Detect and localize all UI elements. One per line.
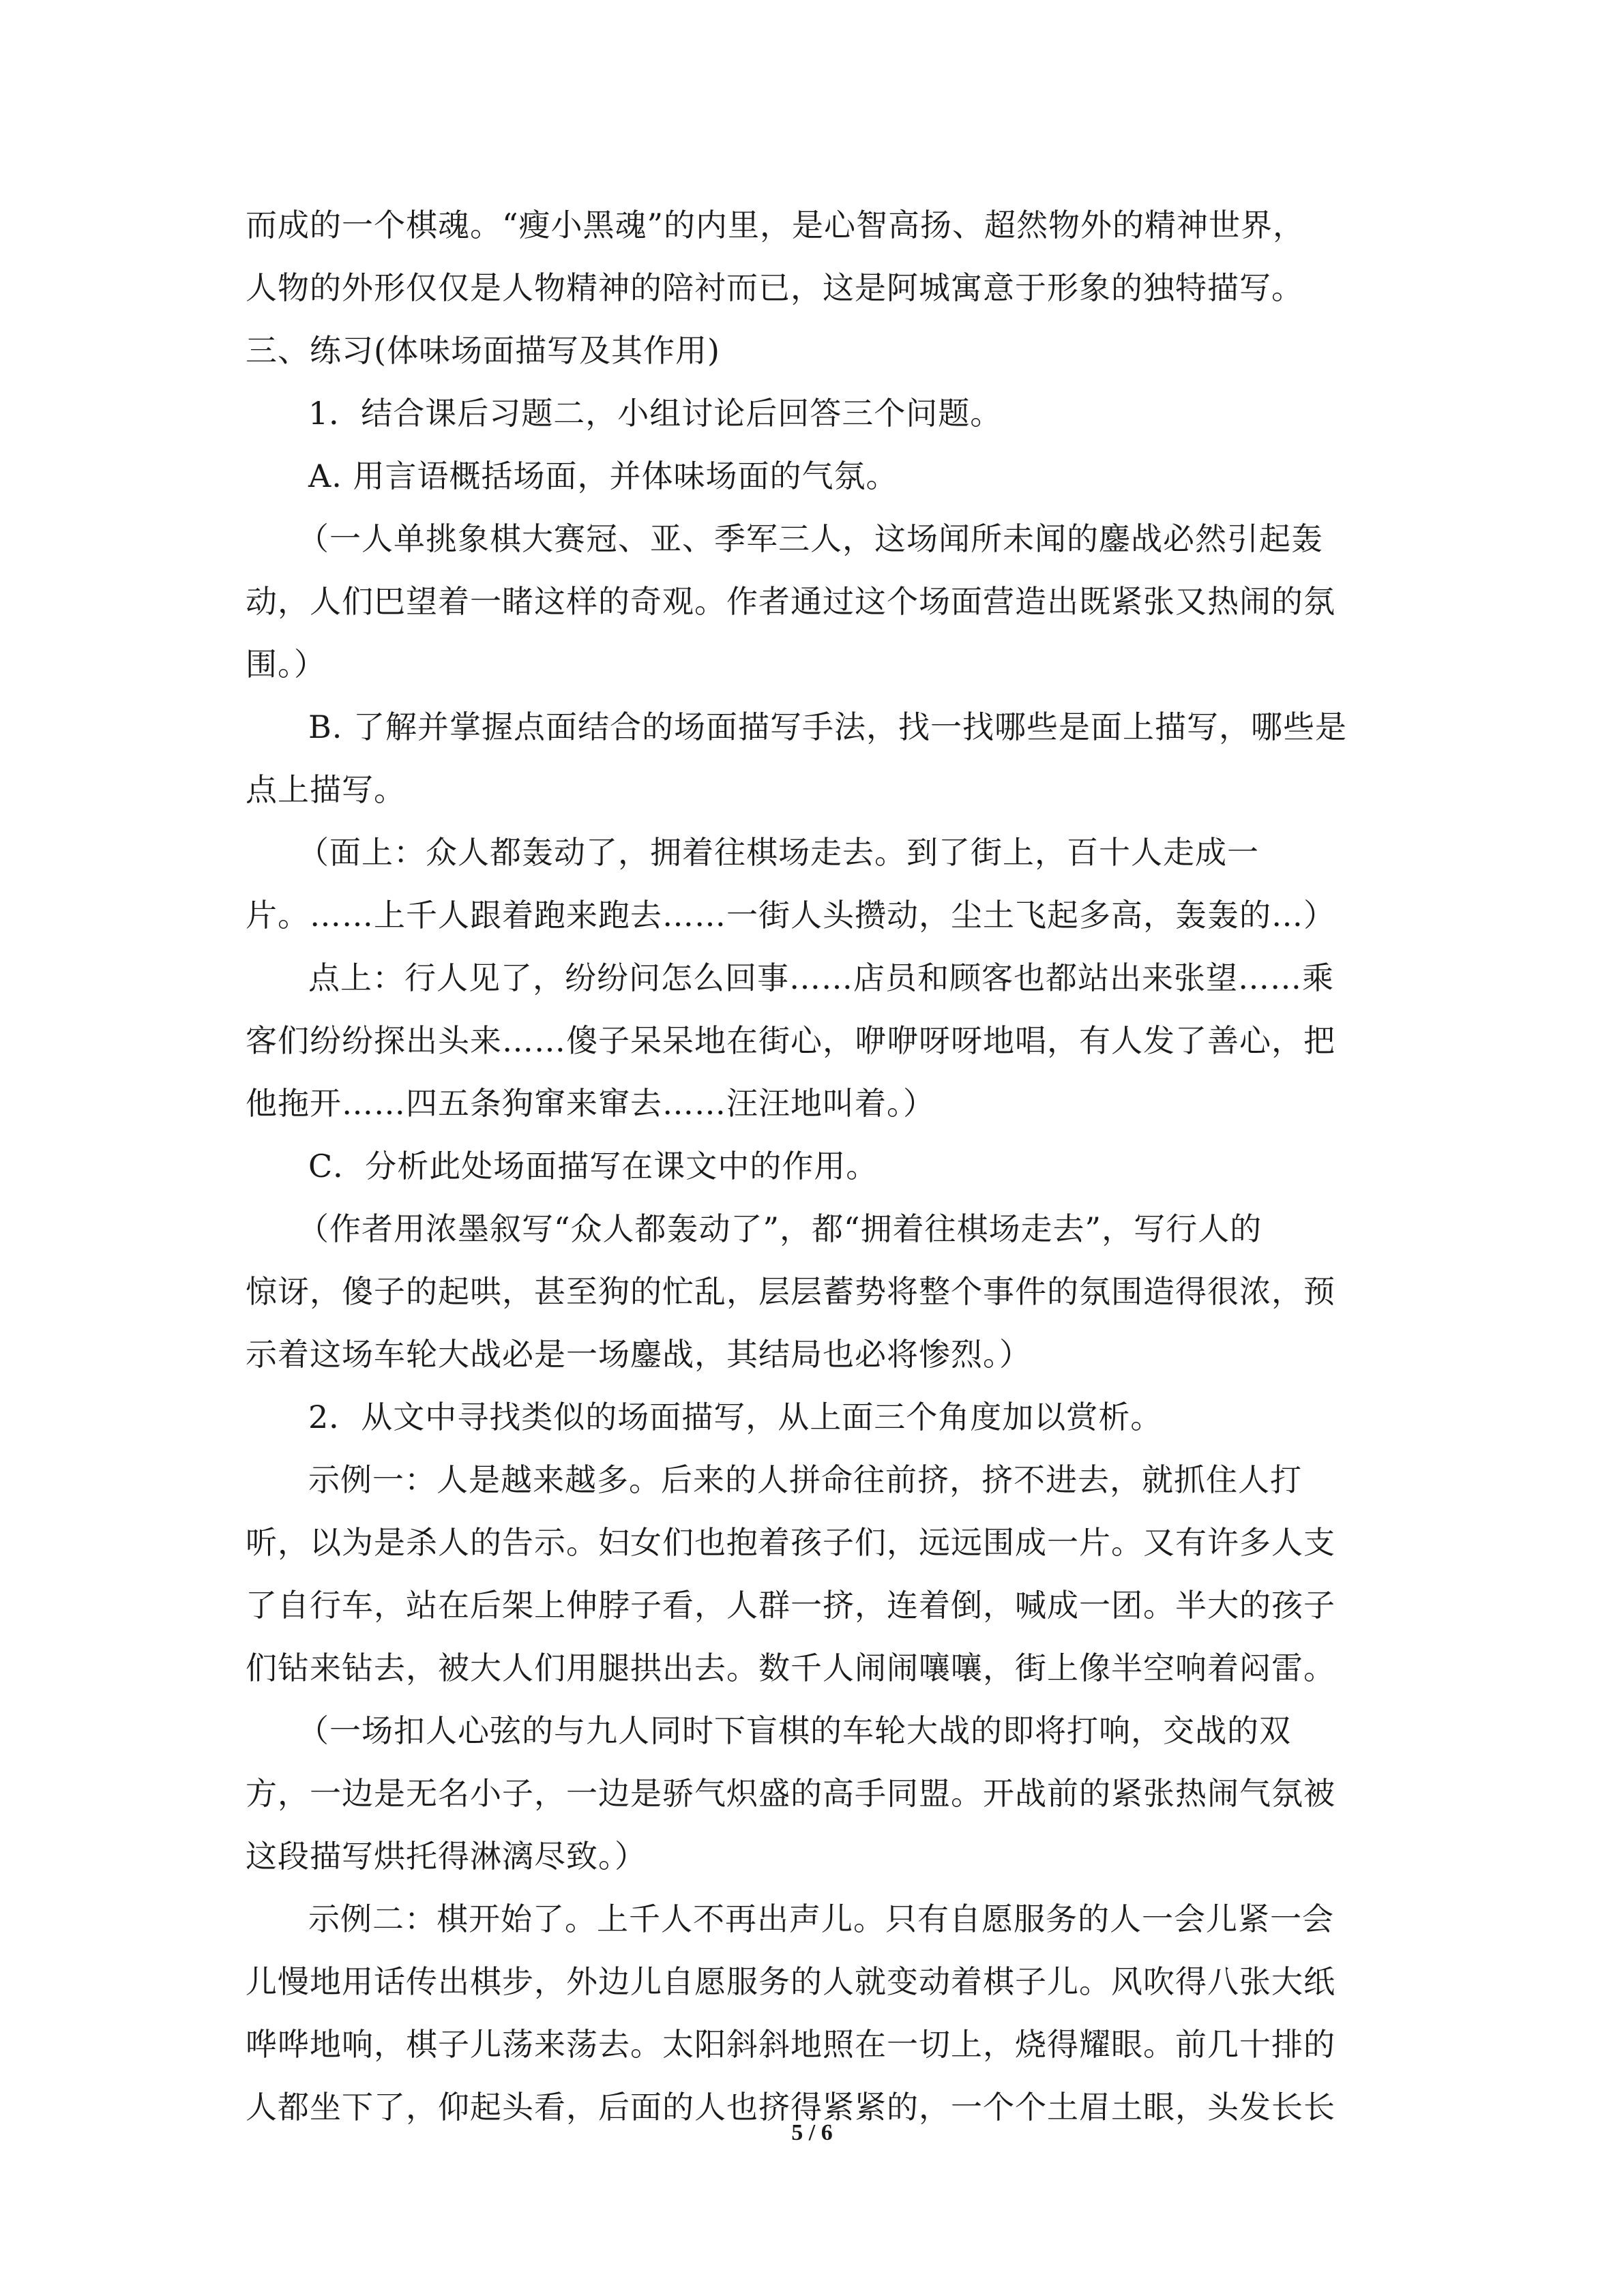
text-line: 方，一边是无名小子，一边是骄气炽盛的高手同盟。开战前的紧张热闹气氛被 — [246, 1775, 1335, 1812]
text-line: 听，以为是杀人的告示。妇女们也抱着孩子们，远远围成一片。又有许多人支 — [246, 1524, 1335, 1561]
text-line: 客们纷纷探出头来……傻子呆呆地在街心，咿咿呀呀地唱，有人发了善心，把 — [246, 1022, 1335, 1059]
text-line: 点上：行人见了，纷纷问怎么回事……店员和顾客也都站出来张望……乘 — [308, 959, 1334, 996]
text-line: 们钻来钻去，被大人们用腿拱出去。数千人闹闹嚷嚷，街上像半空响着闷雷。 — [246, 1650, 1335, 1686]
sub-question: A. 用言语概括场面，并体味场面的气氛。 — [308, 458, 898, 494]
text-line: 他拖开……四五条狗窜来窜去……汪汪地叫着。） — [246, 1085, 935, 1122]
sub-question: B. 了解并掌握点面结合的场面描写手法，找一找哪些是面上描写，哪些是 — [308, 709, 1348, 745]
text-line: 示例一：人是越来越多。后来的人拼命往前挤，挤不进去，就抓住人打 — [308, 1461, 1302, 1498]
text-line: 而成的一个棋魂。“瘦小黑魂”的内里，是心智高扬、超然物外的精神世界， — [246, 207, 1305, 243]
text-line: 人物的外形仅仅是人物精神的陪衬而已，这是阿城寓意于形象的独特描写。 — [246, 269, 1303, 306]
text-line: 示例二：棋开始了。上千人不再出声儿。只有自愿服务的人一会儿紧一会 — [308, 1900, 1334, 1937]
text-line: 点上描写。 — [246, 771, 406, 808]
text-line: 儿慢地用话传出棋步，外边儿自愿服务的人就变动着棋子儿。风吹得八张大纸 — [246, 1963, 1335, 2000]
text-line: 动，人们巴望着一睹这样的奇观。作者通过这个场面营造出既紧张又热闹的氛 — [246, 583, 1335, 620]
text-line: （作者用浓墨叙写“众人都轰动了”，都“拥着往棋场走去”，写行人的 — [297, 1210, 1263, 1247]
question-heading: 2．从文中寻找类似的场面描写，从上面三个角度加以赏析。 — [308, 1399, 1163, 1435]
text-line: （一场扣人心弦的与九人同时下盲棋的车轮大战的即将打响，交战的双 — [297, 1712, 1291, 1749]
text-line: 人都坐下了，仰起头看，后面的人也挤得紧紧的，一个个土眉土眼，头发长长 — [246, 2089, 1335, 2126]
text-line: 片。……上千人跟着跑来跑去……一街人头攒动，尘土飞起多高，轰轰的…） — [246, 897, 1335, 934]
text-line: 围。） — [246, 646, 326, 683]
text-line: 哗哗地响，棋子儿荡来荡去。太阳斜斜地照在一切上，烧得耀眼。前几十排的 — [246, 2026, 1335, 2063]
text-line: 这段描写烘托得淋漓尽致。） — [246, 1838, 647, 1875]
text-line: （一人单挑象棋大赛冠、亚、季军三人，这场闻所未闻的鏖战必然引起轰 — [297, 520, 1323, 557]
page-number: 5 / 6 — [791, 2120, 833, 2145]
section-heading: 三、练习(体味场面描写及其作用) — [246, 332, 720, 369]
sub-question: C．分析此处场面描写在课文中的作用。 — [308, 1148, 879, 1184]
question-heading: 1．结合课后习题二，小组讨论后回答三个问题。 — [308, 395, 1003, 432]
text-line: （面上：众人都轰动了，拥着往棋场走去。到了街上，百十人走成一 — [297, 834, 1259, 871]
text-line: 了自行车，站在后架上伸脖子看，人群一挤，连着倒，喊成一团。半大的孩子 — [246, 1587, 1335, 1624]
text-line: 示着这场车轮大战必是一场鏖战，其结局也必将惨烈。） — [246, 1336, 1031, 1373]
text-line: 惊讶，傻子的起哄，甚至狗的忙乱，层层蓄势将整个事件的氛围造得很浓，预 — [246, 1273, 1335, 1310]
